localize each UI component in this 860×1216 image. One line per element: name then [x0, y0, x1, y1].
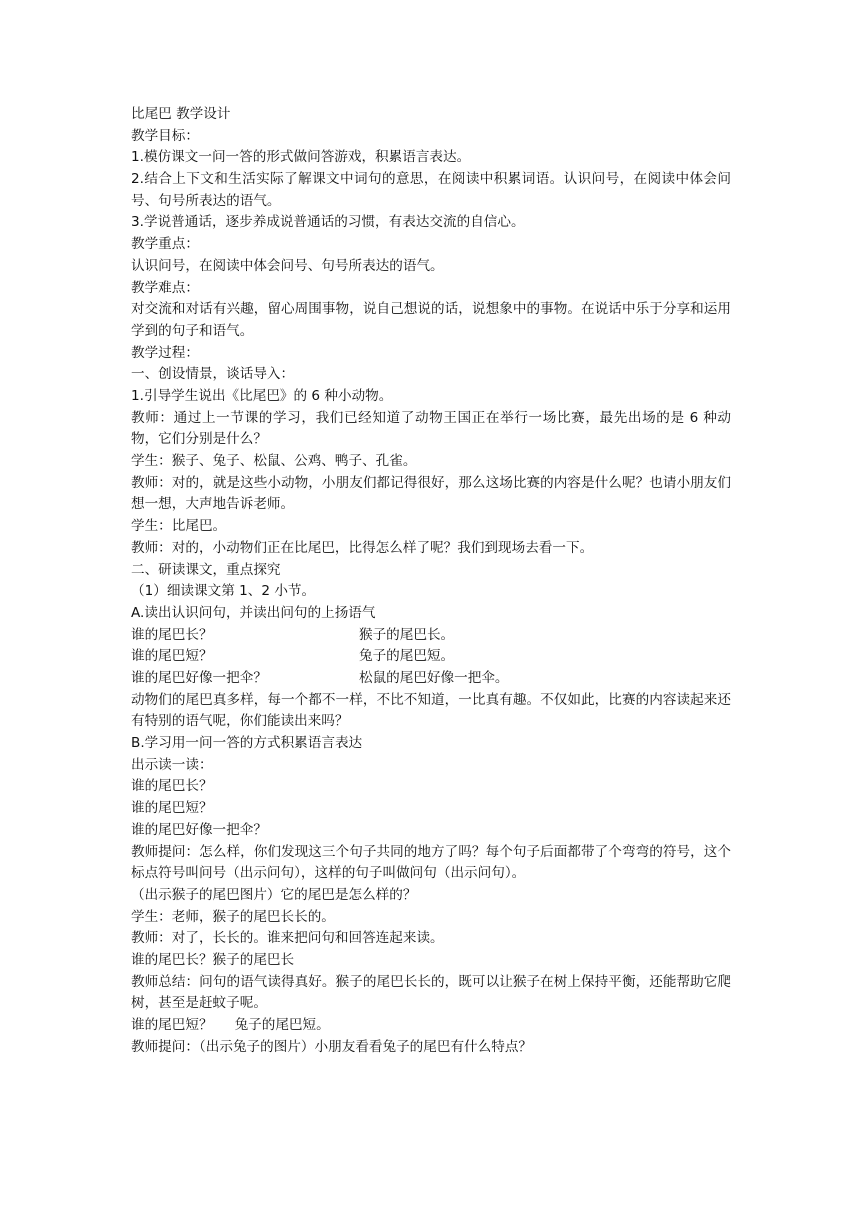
show-monkey-line: （出示猴子的尾巴图片）它的尾巴是怎么样的？	[131, 886, 417, 903]
goal-3: 3.学说普通话，逐步养成说普通话的习惯，有表达交流的自信心。	[131, 214, 525, 231]
process-heading: 教学过程：	[131, 344, 199, 361]
teacher-summary: 教师总结：问句的语气读得真好。猴子的尾巴长长的，既可以让猴子在树上保持平衡，还能帮助它爬树，甚至是赶蚊子呢。	[131, 973, 731, 1012]
document-page	[131, 104, 731, 1058]
teacher-line-1: 教师：通过上一节课的学习，我们已经知道了动物王国正在举行一场比赛，最先出场的是 6 种动物，它们分别是什么？	[131, 409, 731, 448]
section-2-sub-1: （1）细读课文第 1、2 小节。	[131, 583, 316, 600]
goals-heading: 教学目标：	[131, 127, 199, 144]
key-text: 认识问号，在阅读中体会问号、句号所表达的语气。	[131, 257, 444, 274]
goal-2: 2.结合上下文和生活实际了解课文中词句的意思，在阅读中积累词语。认识问号，在阅读中体会问号、句号所表达的语气。	[131, 171, 731, 209]
student-line-1: 学生：猴子、兔子、松鼠、公鸡、鸭子、孔雀。	[131, 453, 417, 470]
difficult-heading: 教学难点：	[131, 279, 199, 296]
difficult-text: 对交流和对话有兴趣，留心周围事物，说自己想说的话，说想象中的事物。在说话中乐于分享和运用学到的句子和语气。	[131, 301, 731, 339]
key-heading: 教学重点：	[131, 236, 199, 253]
read-question-3: 谁的尾巴好像一把伞？	[131, 821, 267, 838]
qa-rabbit-question: 谁的尾巴短？	[131, 1017, 213, 1034]
goal-1: 1.模仿课文一问一答的形式做问答游戏，积累语言表达。	[131, 149, 471, 166]
student-monkey-line: 学生：老师，猴子的尾巴长长的。	[131, 908, 335, 925]
qa-question: 谁的尾巴好像一把伞？	[131, 670, 267, 686]
section-2-heading: 二、研读课文，重点探究	[131, 561, 281, 578]
section-2-b: B.学习用一问一答的方式积累语言表达	[131, 735, 363, 752]
qa-question: 谁的尾巴短？	[131, 648, 213, 665]
section-1-heading: 一、创设情景，谈话导入：	[131, 366, 295, 383]
show-read-label: 出示读一读：	[131, 756, 213, 773]
section-2-a: A.读出认识问句，并读出问句的上扬语气	[131, 604, 376, 621]
qa-rabbit-answer: 兔子的尾巴短。	[234, 1017, 330, 1034]
read-question-1: 谁的尾巴长？	[131, 778, 213, 795]
section-1-item-1: 1.引导学生说出《比尾巴》的 6 种小动物。	[131, 388, 393, 404]
qa-answer: 松鼠的尾巴好像一把伞。	[359, 670, 509, 686]
teacher-line-3: 教师：对的，小动物们正在比尾巴，比得怎么样了呢？我们到现场去看一下。	[131, 539, 594, 556]
doc-title: 比尾巴 教学设计	[131, 106, 231, 122]
qa-answer: 兔子的尾巴短。	[359, 648, 455, 665]
teacher-rabbit-line: 教师提问：（出示兔子的图片）小朋友看看兔子的尾巴有什么特点？	[131, 1038, 533, 1055]
teacher-monkey-line: 教师：对了，长长的。谁来把问句和回答连起来读。	[131, 930, 444, 947]
qa-answer: 猴子的尾巴长。	[359, 626, 455, 643]
teacher-ask-1: 教师提问：怎么样，你们发现这三个句子共同的地方了吗？每个句子后面都带了个弯弯的符号，这个标点符号叫问号（出示问句），这样的句子叫做问句（出示问句）。	[131, 843, 731, 882]
qa-pair-row	[131, 668, 731, 690]
student-line-2: 学生：比尾巴。	[131, 518, 227, 535]
section-2-paragraph-1: 动物们的尾巴真多样，每一个都不一样，不比不知道，一比真有趣。不仅如此，比赛的内容读起来还有特别的语气呢，你们能读出来吗？	[131, 691, 731, 730]
qa-question: 谁的尾巴长？	[131, 626, 213, 643]
qa-monkey-line: 谁的尾巴长？猴子的尾巴长	[131, 952, 295, 968]
qa-pair-row	[131, 625, 731, 647]
teacher-line-2: 教师：对的，就是这些小动物，小朋友们都记得很好，那么这场比赛的内容是什么呢？也请小朋友们想一想，大声地告诉老师。	[131, 474, 731, 513]
read-question-2: 谁的尾巴短？	[131, 800, 213, 817]
qa-pair-row	[131, 646, 731, 668]
qa-rabbit-line	[131, 1015, 731, 1037]
